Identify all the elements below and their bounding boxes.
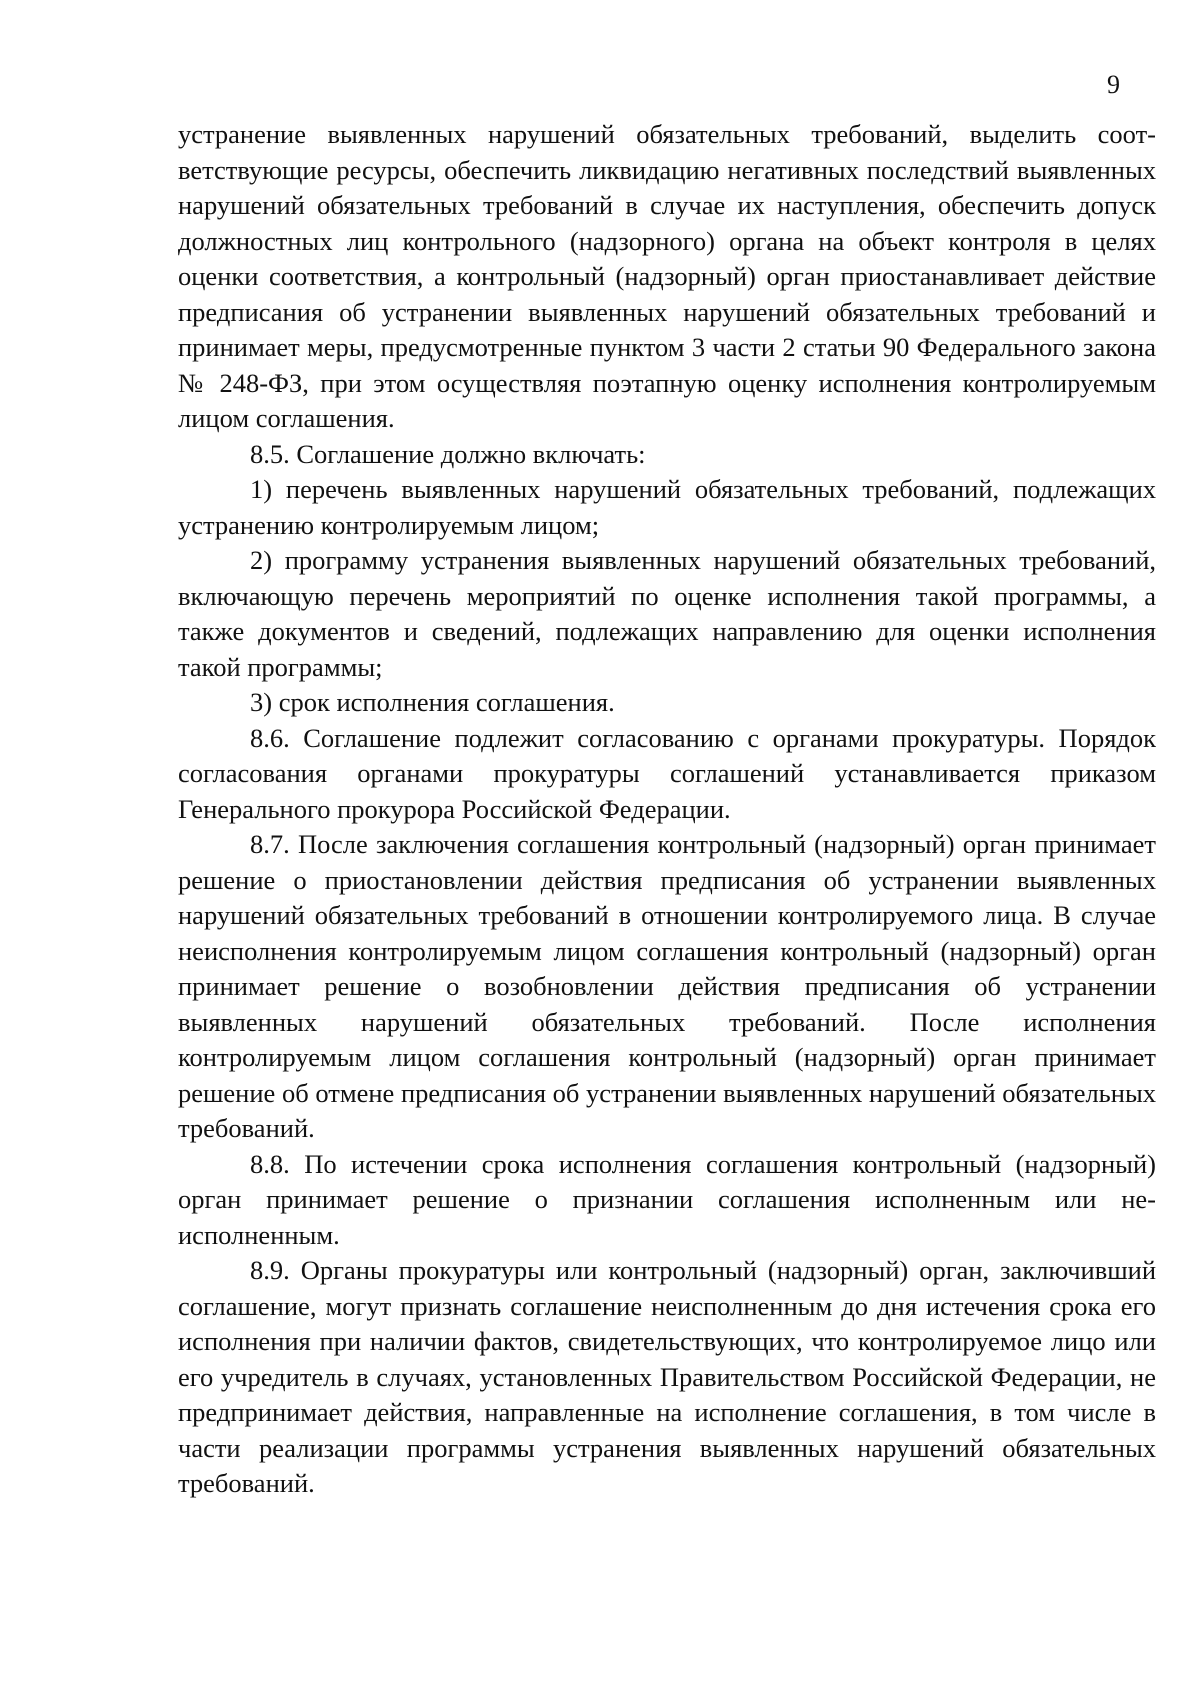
document-body <box>178 117 1156 1502</box>
paragraph-8-6: 8.6. Соглашение подлежит согласованию с органами прокуратуры. Порядок согласования органами прокуратуры соглашений устанавливается приказом Генерального прокурора Российской Федерации. <box>178 722 1156 824</box>
paragraph-8-8: 8.8. По истечении срока исполнения соглашения контрольный (надзорный) орган принимает решение о признании соглашения исполненным или неисполненным. <box>178 1148 1156 1250</box>
paragraph-continuation: устранение выявленных нарушений обязательных требований, выделить соответствующие ресурсы, обеспечить ликвидацию негативных последствий выявленных нарушений обязательных требований в случае их наступления, обеспечить допуск должностных лиц контрольного (надзорного) органа на объект контроля в целях оценки соответствия, а контрольный (надзорный) орган приостанавливает действие предписания об устранении выявленных нарушений обязательных требований и принимает меры, предусмотренные пунктом 3 части 2 статьи 90 Федерального закона № 248-ФЗ, при этом осуществляя поэтапную оценку исполнения контролируемым лицом соглашения. <box>178 119 1156 433</box>
paragraph-8-5: 8.5. Соглашение должно включать: <box>250 438 646 469</box>
page-number: 9 <box>1107 70 1120 99</box>
paragraph-8-7: 8.7. После заключения соглашения контрольный (надзорный) орган принимает решение о приостановлении действия предписания об устранении выявленных нарушений обязательных требований в отношении контролируемого лица. В случае неисполнения контролируемым лицом соглашения контрольный (надзорный) орган принимает решение о возобновлении действия предписания об устранении выявленных нарушений обязательных требований. После исполнения контролируемым лицом соглашения контрольный (надзорный) орган принимает решение об отмене предписания об устранении выявленных нарушений обязательных требований. <box>178 829 1156 1143</box>
list-item-3: 3) срок исполнения соглашения. <box>250 687 615 717</box>
list-item-1: 1) перечень выявленных нарушений обязательных требований, подлежащих устранению контролируемым лицом; <box>178 474 1156 540</box>
paragraph-8-9: 8.9. Органы прокуратуры или контрольный (надзорный) орган, заключивший соглашение, могут признать соглашение неисполненным до дня истечения срока его исполнения при наличии фактов, свидетельствующих, что контролируемое лицо или его учредитель в случаях, установленных Правительством Российской Федерации, не предпринимает действия, направленные на исполнение соглашения, в том числе в части реализации программы устранения выявленных нарушений обязательных требований. <box>178 1255 1156 1498</box>
list-item-2: 2) программу устранения выявленных нарушений обязательных требований, включающую перечень мероприятий по оценке исполнения такой программы, а также документов и сведений, подлежащих направлению для оценки исполнения такой программы; <box>178 545 1156 682</box>
